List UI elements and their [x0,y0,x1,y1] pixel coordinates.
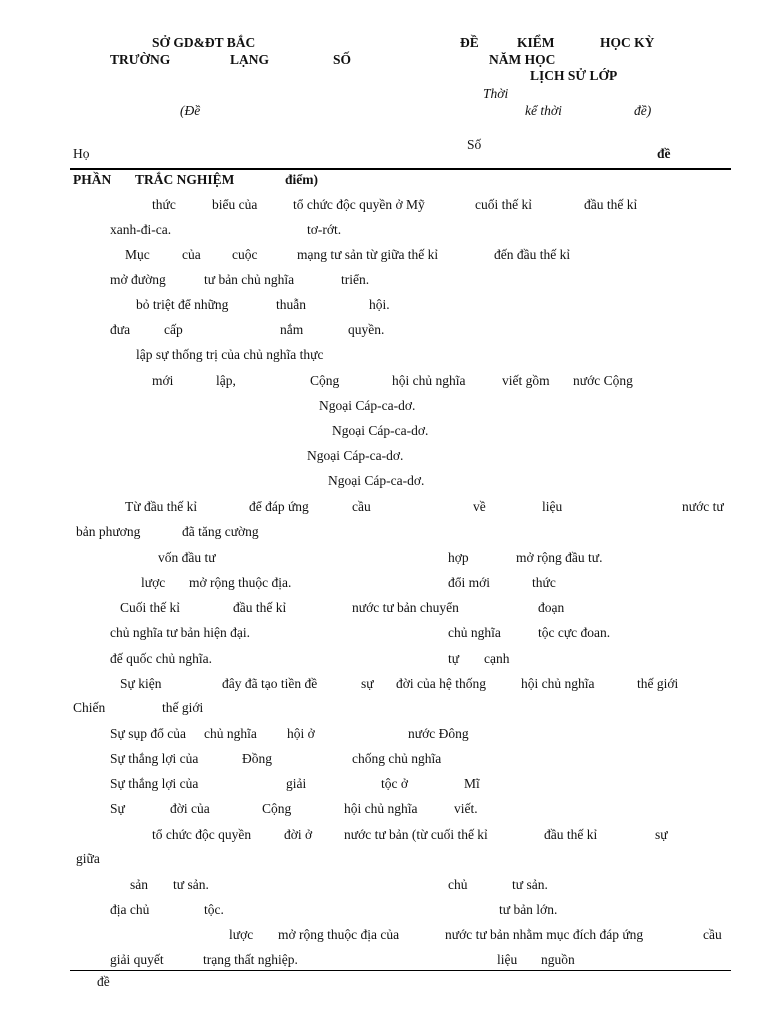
q2-option-b1: bỏ triệt để những [136,297,229,312]
exam-time: Thời [483,86,509,101]
q2-option-c1: đưa [110,322,131,337]
q4-text-f: nước tư [682,499,724,514]
note-3: đề) [634,103,652,118]
q4-text-h: đã tăng cường [182,524,259,539]
q6-option-d4: hội chủ nghĩa [344,801,418,816]
q6-option-a2: chủ nghĩa [204,726,257,741]
q6-option-b3: chống chủ nghĩa [352,751,442,766]
q7-text-e: sự [655,827,668,842]
q2-option-a3: triển. [341,272,370,287]
q6-text-e: hội chủ nghĩa [521,676,595,691]
school-name-2: LẠNG [230,52,270,67]
q2-option-b3: hội. [369,297,390,312]
q7-text-d: đầu thế kỉ [544,827,598,842]
q1-text-e: đầu thế kỉ [584,197,638,212]
q2-text-c: cuộc [232,247,258,262]
note-2: kể thời [525,103,562,118]
q6-text-d: đời của hệ thống [396,676,486,691]
q6-option-c3: tộc ở [381,776,409,791]
q3-option-b: Ngoại Cáp-ca-dơ. [332,423,429,438]
q5-text-b: đầu thế kỉ [233,600,287,615]
q6-option-d1: Sự [110,801,125,816]
q6-option-a4: nước Đông [408,726,469,741]
q7-option-a2: tư sản. [173,877,209,892]
note-1: (Đề [180,103,201,118]
q5-text-a: Cuối thế kỉ [120,600,180,615]
q6-option-c4: Mĩ [464,776,480,791]
q5-text-c: nước tư bản chuyển [352,600,459,615]
q5-option-b2: tộc cực đoan. [538,625,611,640]
q3-text-f: nước Cộng [573,373,633,388]
q3-text-b: lập, [216,373,236,388]
exam-title-2: KIỂM [517,35,555,50]
school-name-1: TRƯỜNG [110,52,171,67]
q2-option-a2: tư bản chủ nghĩa [204,272,295,287]
q2-text-d: mạng tư sản từ giữa thế kỉ [297,247,439,262]
q2-text-a: Mục [125,247,150,262]
q3-option-a: Ngoại Cáp-ca-dơ. [319,398,416,413]
q4-text-a: Từ đầu thế kỉ [125,499,198,514]
q4-option-d2: thức [532,575,556,590]
q6-text-h: thế giới [162,700,204,715]
q5-option-b1: chủ nghĩa [448,625,501,640]
q5-option-d1: tự [448,651,460,666]
q6-option-b2: Đồng [242,751,272,766]
footer-divider [70,970,731,971]
q4-option-b2: mở rộng đầu tư. [516,550,603,565]
q7-option-b2: tư sản. [512,877,548,892]
section-title-1: PHẦN [73,172,112,187]
school-name-3: SỐ [333,52,352,67]
q8-text-a: lược [229,927,254,942]
q6-option-d3: Cộng [262,801,292,816]
q7-option-b1: chủ [448,877,468,892]
q4-option-c2: mở rộng thuộc địa. [189,575,292,590]
q7-option-a1: sản [130,877,148,892]
q4-text-d: về [473,499,486,514]
exam-title-3: HỌC KỲ [600,35,655,50]
q6-text-g: Chiến [73,700,106,715]
q7-text-c: nước tư bản (từ cuối thế kỉ [344,827,488,842]
q3-text-d: hội chủ nghĩa [392,373,466,388]
q1-option-a: xanh-đi-ca. [110,222,172,237]
q6-text-f: thế giới [637,676,679,691]
q3-text-c: Cộng [310,373,340,388]
q2-text-b: của [182,247,201,262]
q2-option-b2: thuẫn [276,297,306,312]
q6-option-b1: Sự thắng lợi của [110,751,199,766]
q6-text-a: Sự kiện [120,676,162,691]
q4-text-e: liệu [542,499,563,514]
q2-option-d: lập sự thống trị của chủ nghĩa thực [136,347,324,362]
q4-option-a: vốn đầu tư [158,550,216,565]
q4-text-g: bản phương [76,524,141,539]
q6-option-a3: hội ở [287,726,315,741]
q2-text-e: đến đầu thế kỉ [494,247,571,262]
q8-text-c: nước tư bản nhằm mục đích đáp ứng [445,927,644,942]
q7-option-d: tư bản lớn. [499,902,558,917]
q1-text-a: thức [152,197,176,212]
q8-option-b2: nguồn [541,952,575,967]
q5-text-d: đoạn [538,600,565,615]
q5-option-a: chủ nghĩa tư bản hiện đại. [110,625,251,640]
q1-text-c: tổ chức độc quyền ở Mỹ [293,197,425,212]
q4-option-c1: lược [141,575,166,590]
q5-option-c: đế quốc chủ nghĩa. [110,651,212,666]
q6-option-c1: Sự thắng lợi của [110,776,199,791]
q4-text-b: để đáp ứng [249,499,309,514]
q8-option-b1: liệu [497,952,518,967]
q3-text-e: viết gồm [502,373,550,388]
q7-option-c2: tộc. [204,902,224,917]
header-divider [70,168,731,170]
q4-option-b1: hợp [448,550,469,565]
q1-text-b: biểu của [212,197,258,212]
q8-text-b: mở rộng thuộc địa của [278,927,400,942]
q6-text-c: sự [361,676,374,691]
exam-title-1: ĐỀ [460,35,479,50]
student-number-label: Số [467,137,482,152]
q8-option-a2: trạng thất nghiệp. [203,952,298,967]
q4-option-d1: đổi mới [448,575,491,590]
section-title-2: TRẮC NGHIỆM [135,172,235,187]
q1-option-b: tơ-rớt. [307,222,342,237]
q7-text-b: đời ở [284,827,313,842]
q2-option-c4: quyền. [348,322,385,337]
q1-text-d: cuối thế kỉ [475,197,532,212]
q7-text-a: tổ chức độc quyền [152,827,252,842]
q8-option-a1: giải quyết [110,952,164,967]
q3-option-d: Ngoại Cáp-ca-dơ. [328,473,425,488]
student-name-label: Họ [73,146,90,161]
q6-text-b: đây đã tạo tiền đề [222,676,318,691]
q6-option-d5: viết. [454,801,478,816]
q3-option-c: Ngoại Cáp-ca-dơ. [307,448,404,463]
q6-option-d2: đời của [170,801,210,816]
school-year: NĂM HỌC [489,52,556,67]
q7-text-f: giữa [76,851,100,866]
footer-text: đề [97,974,110,989]
q4-text-c: cầu [352,499,371,514]
exam-code-label: đề [657,146,671,161]
q6-option-a1: Sự sụp đổ của [110,726,186,741]
q8-text-d: cầu [703,927,722,942]
q6-option-c2: giải [286,776,307,791]
section-title-3: điểm) [285,172,318,187]
q7-option-c1: địa chủ [110,902,150,917]
q3-text-a: mới [152,373,174,388]
q5-option-d2: cạnh [484,651,510,666]
q2-option-c2: cấp [164,322,183,337]
q2-option-a1: mở đường [110,272,166,287]
school-dept: SỞ GD&ĐT BẮC [152,35,256,50]
subject-title: LỊCH SỬ LỚP [530,68,618,83]
q2-option-c3: nắm [280,322,304,337]
